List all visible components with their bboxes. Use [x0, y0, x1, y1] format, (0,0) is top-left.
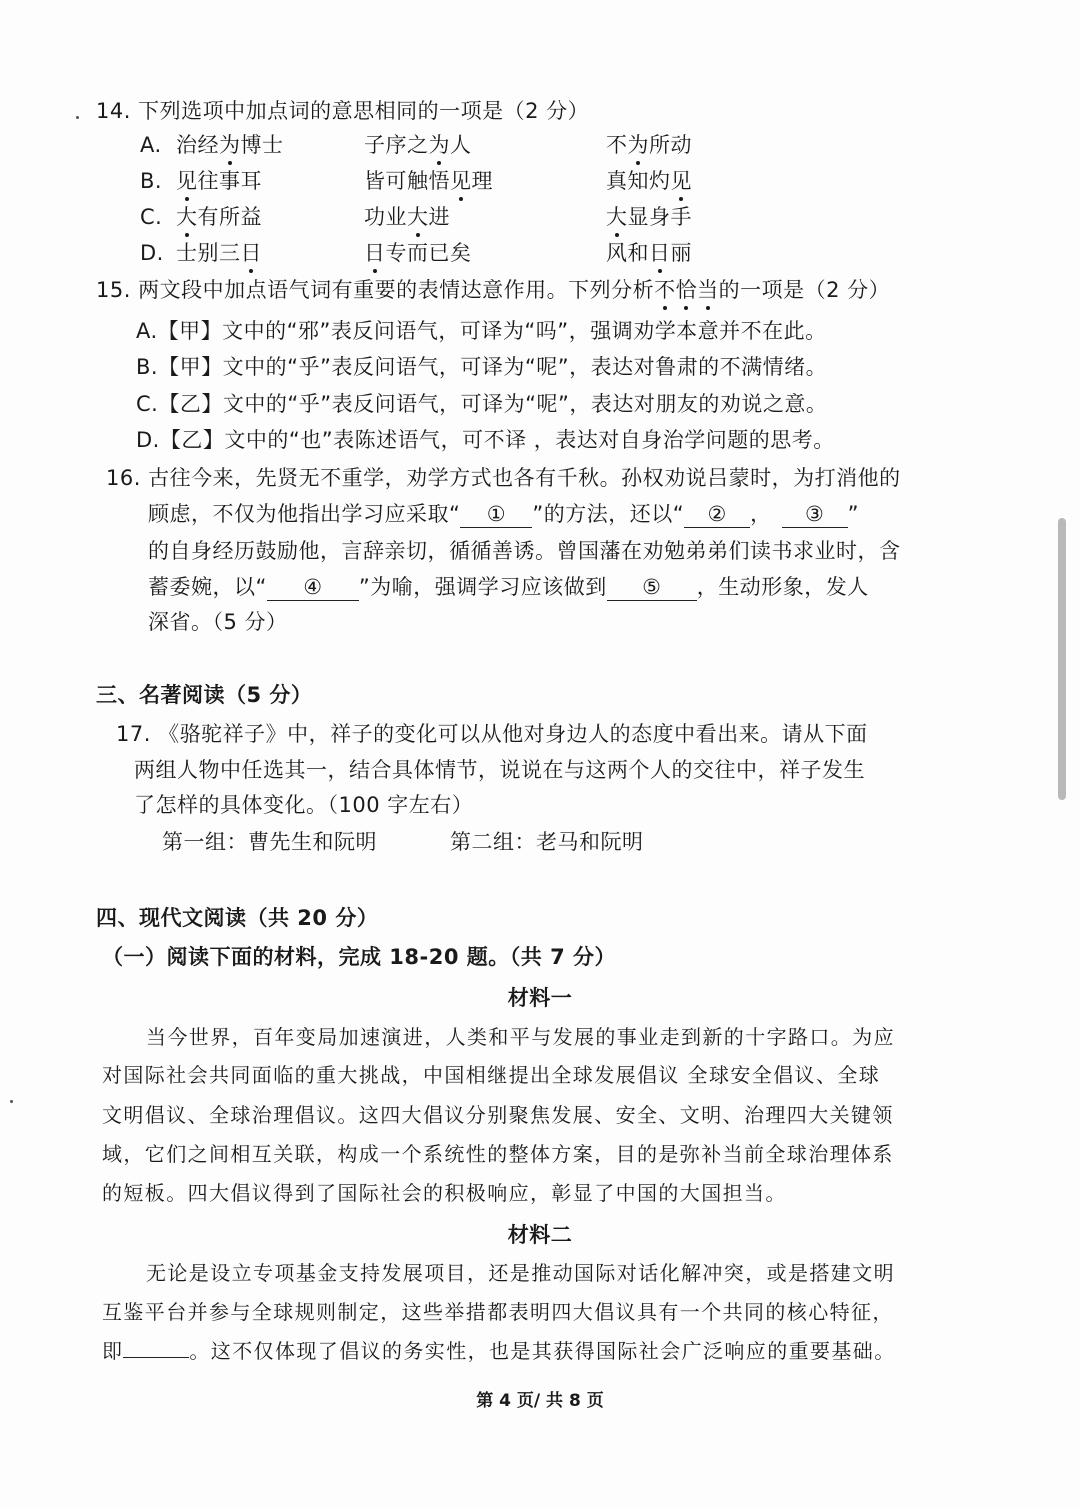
q14-option-phrase [364, 166, 493, 196]
q14-dotted-char: 为 [628, 130, 650, 160]
q14-option-phrase [606, 202, 692, 232]
q15-stem-pre: 15. 两文段中加点语气词有重要的表情达意作用。下列分析 [96, 278, 655, 302]
q14-dotted-char: 为 [219, 130, 241, 160]
q16-text-e: 蓄委婉，以“ [148, 575, 267, 599]
q16-text-b: ”的方法，还以“ [532, 502, 685, 526]
q14-phrase-part: 不 [606, 133, 628, 157]
q14-phrase-part: 子序之 [364, 133, 429, 157]
q14-phrase-part: 功业 [364, 205, 407, 229]
q14-option-phrase [364, 238, 472, 268]
q14-option-phrase [606, 238, 692, 268]
q14-option-phrase [364, 130, 472, 160]
q15-stem-post: 的一项是（2 分） [718, 278, 891, 302]
q14-phrase-part: 风和 [606, 241, 649, 265]
q14-phrase-part: 理 [471, 169, 493, 193]
q15-option-c: C.【乙】文中的“乎”表反问语气，可译为“呢”，表达对朋友的劝说之意。 [136, 392, 828, 416]
q16-line-5: 深省。（5 分） [148, 610, 288, 634]
q14-phrase-part: 博士 [240, 133, 284, 157]
q14-phrase-part: 所动 [649, 133, 692, 157]
scan-speck [10, 1100, 13, 1103]
q15-stem-dot-1: 不 [654, 275, 676, 305]
section-4-title: 四、现代文阅读（共 20 分） [96, 906, 379, 930]
q17-line-3: 了怎样的具体变化。（100 字左右） [134, 793, 474, 817]
q15-stem [96, 275, 890, 305]
q14-dotted-char: 大 [176, 202, 198, 232]
q15-option-d: D.【乙】文中的“也”表陈述语气，可不译 ，表达对自身治学问题的思考。 [136, 428, 835, 452]
material-2-text-a: 即 [102, 1339, 124, 1363]
q14-phrase-part: 有所益 [197, 205, 262, 229]
q14-option-phrase [606, 130, 692, 160]
q14-dotted-char: 日 [241, 238, 263, 268]
material-1-title: 材料一 [507, 986, 573, 1010]
scan-speck [76, 116, 79, 119]
q14-option-label: B. [140, 169, 163, 193]
q17-group-1: 第一组：曹先生和阮明 [162, 830, 377, 854]
q15-stem-dot-2: 恰 [676, 275, 698, 305]
material-1-line: 文明倡议、全球治理倡议。这四大倡议分别聚焦发展、安全、文明、治理四大关键领 [102, 1103, 894, 1127]
q14-phrase-part: 真知灼 [606, 169, 671, 193]
q14-stem: 14. 下列选项中加点词的意思相同的一项是（2 分） [96, 99, 590, 123]
q14-dotted-char: 日 [649, 238, 671, 268]
q14-phrase-part: 士别三 [176, 241, 241, 265]
q14-phrase-part: 显身手 [627, 205, 692, 229]
q14-phrase-part: 进 [428, 205, 450, 229]
material-2-blank[interactable] [123, 1357, 189, 1358]
material-1-line: 域，它们之间相互关联，构成一个系统性的整体方案，目的是弥补当前全球治理体系 [102, 1142, 894, 1166]
q14-dotted-char: 大 [407, 202, 429, 232]
scrollbar-thumb[interactable] [1058, 518, 1066, 800]
q16-text-f: ”为喻，强调学习应该做到 [358, 575, 607, 599]
q16-text-d: ” [847, 502, 860, 526]
section-3-title: 三、名著阅读（5 分） [96, 683, 313, 707]
q15-stem-dot-3: 当 [697, 275, 719, 305]
material-2-line: 无论是设立专项基金支持发展项目，还是推动国际对话化解冲突，或是搭建文明 [146, 1261, 895, 1285]
q14-dotted-char: 见 [671, 166, 693, 196]
q15-option-a: A.【甲】文中的“邪”表反问语气，可译为“吗”，强调劝学本意并不在此。 [136, 319, 827, 343]
q14-phrase-part: 丽 [670, 241, 692, 265]
q16-text-g: ，生动形象，发人 [696, 575, 869, 599]
q14-option-label: A. [140, 133, 162, 157]
q16-line-3: 的自身经历鼓励他，言辞亲切，循循善诱。曾国藩在劝勉弟弟们读书求业时，含 [148, 539, 901, 563]
q16-blank-1[interactable]: ① [460, 501, 532, 528]
q14-option-label: D. [140, 241, 164, 265]
q14-option-phrase [176, 238, 262, 268]
material-2-text-b: 。这不仅体现了倡议的务实性，也是其获得国际社会广泛响应的重要基础。 [189, 1339, 896, 1363]
q16-blank-2[interactable]: ② [684, 501, 750, 528]
q14-phrase-part: 往事耳 [197, 169, 262, 193]
q14-dotted-char: 见 [450, 166, 472, 196]
material-1-line: 当今世界，百年变局加速演进，人类和平与发展的事业走到新的十字路口。为应 [146, 1025, 895, 1049]
q14-phrase-part: 人 [450, 133, 472, 157]
q16-text-a: 顾虑，不仅为他指出学习应采取“ [148, 502, 461, 526]
material-2-line: 互鉴平台并参与全球规则制定，这些举措都表明四大倡议具有一个共同的核心特征， [102, 1300, 894, 1324]
q16-line-4 [148, 572, 869, 602]
material-2-title: 材料二 [507, 1223, 573, 1247]
q16-line-2 [148, 499, 859, 529]
q16-blank-5[interactable]: ⑤ [607, 574, 697, 601]
q14-option-phrase [606, 166, 692, 196]
q17-line-2: 两组人物中任选其一，结合具体情节，说说在与这两个人的交往中，祥子发生 [134, 758, 865, 782]
q16-text-c: ， [750, 502, 772, 526]
q16-blank-4[interactable]: ④ [267, 574, 359, 601]
page-footer: 第 4 页/ 共 8 页 [476, 1391, 604, 1411]
q14-phrase-part: 专而已矣 [385, 241, 472, 265]
material-2-line [102, 1336, 896, 1366]
q14-option-label: C. [140, 205, 163, 229]
q14-dotted-char: 见 [176, 166, 198, 196]
material-1-line: 对国际社会共同面临的重大挑战，中国相继提出全球发展倡议 全球安全倡议、全球 [102, 1063, 881, 1087]
q16-blank-3[interactable]: ③ [782, 501, 848, 528]
section-4-subtitle: （一）阅读下面的材料，完成 18-20 题。（共 7 分） [102, 945, 617, 969]
q14-dotted-char: 日 [364, 238, 386, 268]
q17-line-1: 17. 《骆驼祥子》中，祥子的变化可以从他对身边人的态度中看出来。请从下面 [116, 722, 868, 746]
q14-option-phrase [364, 202, 450, 232]
q14-dotted-char: 为 [429, 130, 451, 160]
material-1-line: 的短板。四大倡议得到了国际社会的积极响应，彰显了中国的大国担当。 [102, 1181, 787, 1205]
q14-phrase-part: 皆可触悟 [364, 169, 450, 193]
q14-option-phrase [176, 202, 262, 232]
q17-group-2: 第二组：老马和阮明 [450, 830, 644, 854]
q15-option-b: B.【甲】文中的“乎”表反问语气，可译为“呢”，表达对鲁肃的不满情绪。 [136, 355, 828, 379]
q14-option-phrase [176, 166, 262, 196]
q14-option-phrase [176, 130, 284, 160]
q16-line-1: 16. 古往今来，先贤无不重学，劝学方式也各有千秋。孙权劝说吕蒙时，为打消他的 [106, 466, 901, 490]
q14-dotted-char: 大 [606, 202, 628, 232]
q14-phrase-part: 治经 [176, 133, 219, 157]
